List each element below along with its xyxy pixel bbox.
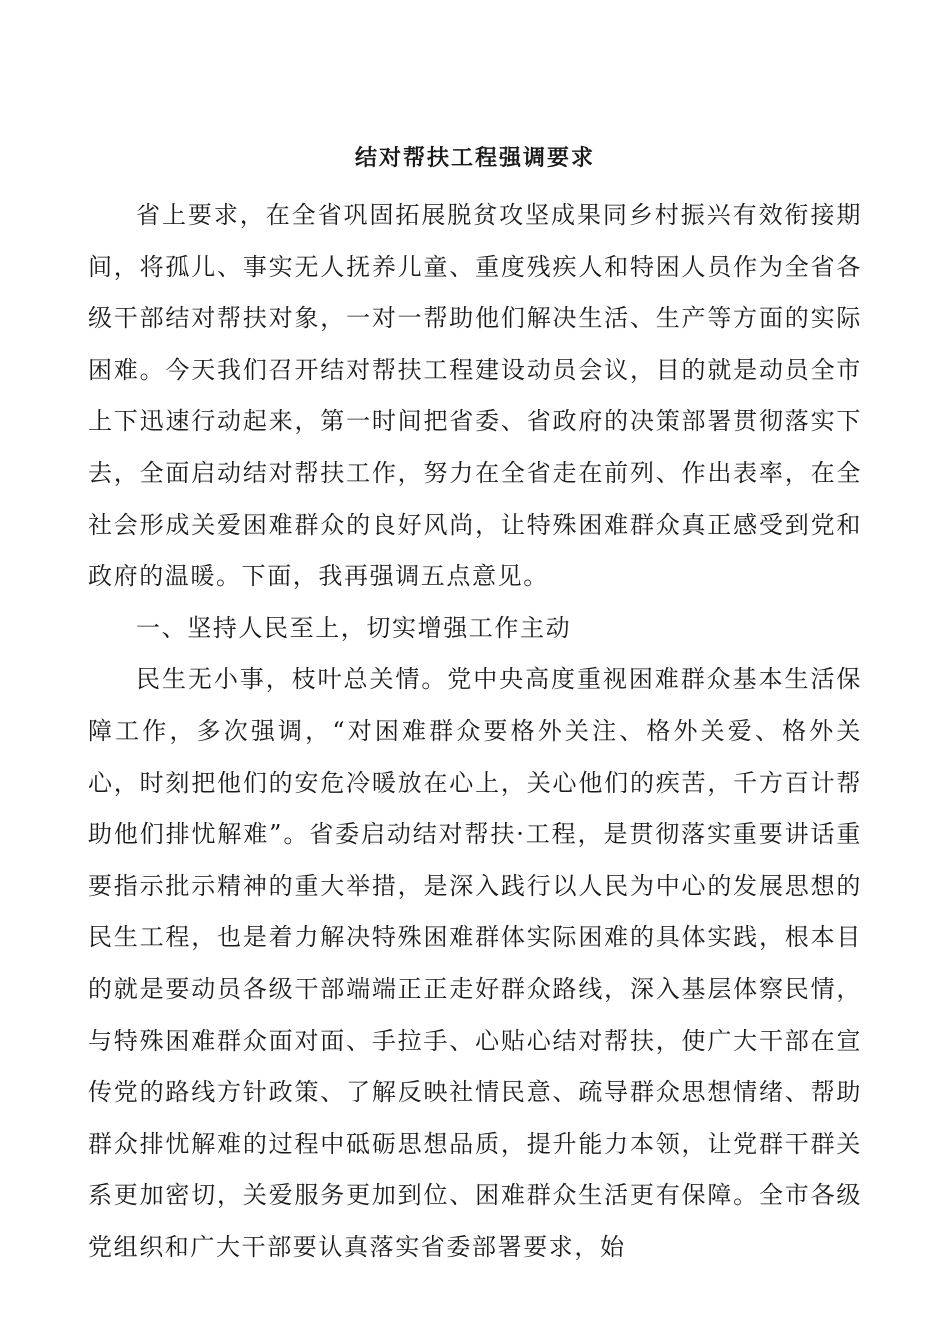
paragraph-section-1: 民生无小事，枝叶总关情。党中央高度重视困难群众基本生活保障工作，多次强调，“对困难群众要格外关注、格外关爱、格外关心，时刻把他们的安危冷暖放在心上，关心他们的疾苦，千方百计帮助他们排忧解难”。省委启动结对帮扶·工程，是贯彻落实重要讲话重要指示批示精神的重大举措，是深入践行以人民为中心的发展思想的民生工程，也是着力解决特殊困难群体实际困难的具体实践，根本目的就是要动员各级干部端端正正走好群众路线，深入基层体察民情，与特殊困难群众面对面、手拉手、心贴心结对帮扶，使广大干部在宣传党的路线方针政策、了解反映社情民意、疏导群众思想情绪、帮助群众排忧解难的过程中砥砺思想品质，提升能力本领，让党群干群关系更加密切，关爱服务更加到位、困难群众生活更有保障。全市各级党组织和广大干部要认真落实省委部署要求，始 xyxy=(88,665,862,1261)
section-heading-1: 一、坚持人民至上，切实增强工作主动 xyxy=(136,613,572,642)
document-body xyxy=(88,190,862,1273)
document-title: 结对帮扶工程强调要求 xyxy=(354,145,595,171)
paragraph-intro: 省上要求，在全省巩固拓展脱贫攻坚成果同乡村振兴有效衔接期间，将孤儿、事实无人抚养儿童、重度残疾人和特困人员作为全省各级干部结对帮扶对象，一对一帮助他们解决生活、生产等方面的实际困难。今天我们召开结对帮扶工程建设动员会议，目的就是动员全市上下迅速行动起来，第一时间把省委、省政府的决策部署贯彻落实下去，全面启动结对帮扶工作，努力在全省走在前列、作出表率，在全社会形成关爱困难群众的良好风尚，让特殊困难群众真正感受到党和政府的温暖。下面，我再强调五点意见。 xyxy=(88,201,862,591)
